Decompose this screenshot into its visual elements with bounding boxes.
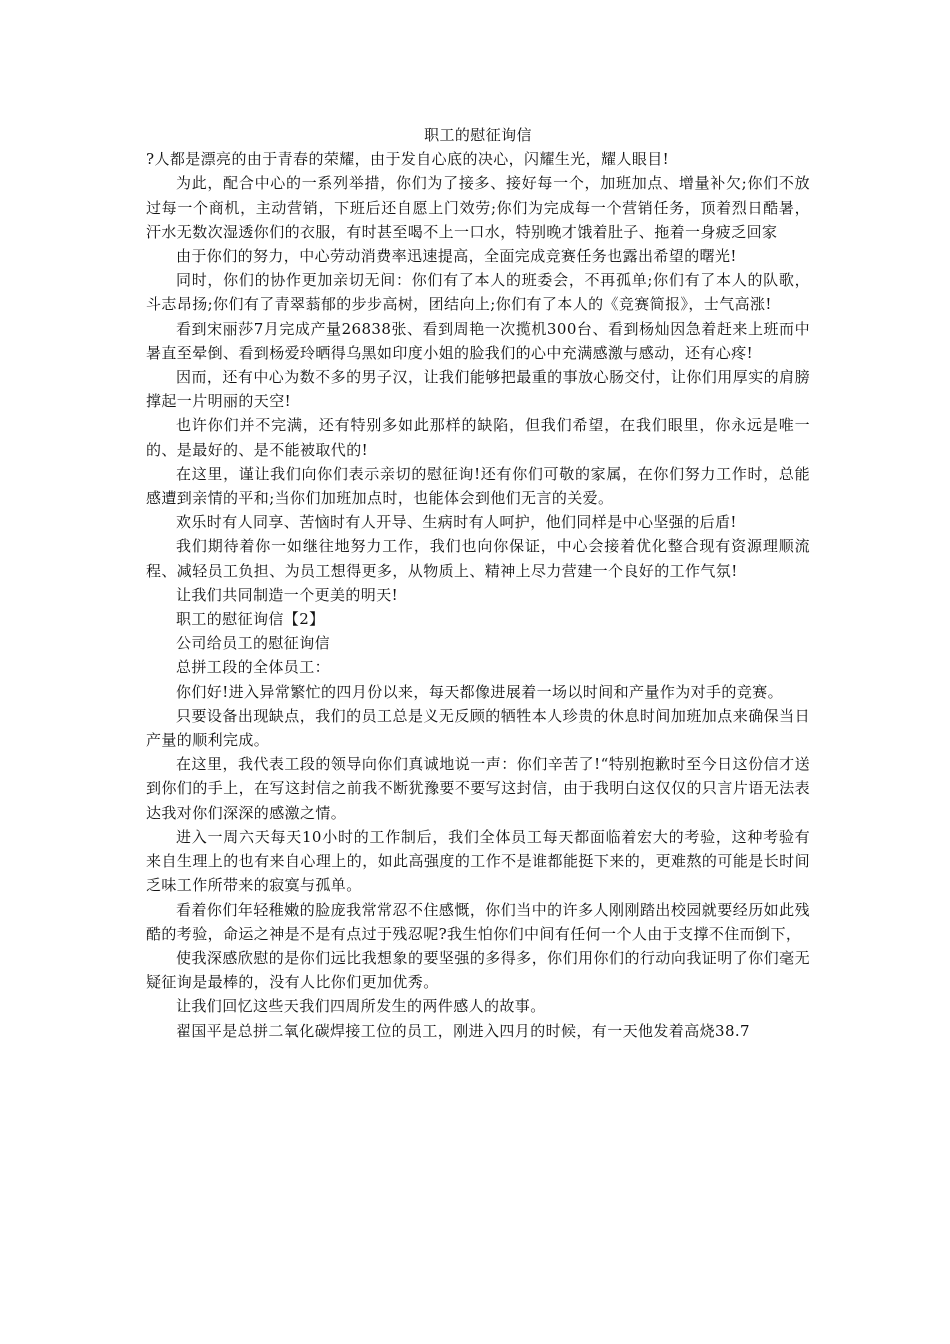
body-paragraph: 由于你们的努力，中心劳动消费率迅速提高，全面完成竞赛任务也露出希望的曙光!	[176, 247, 737, 266]
body-paragraph: 让我们共同制造一个更美的明天!	[176, 585, 399, 604]
body-paragraph: 我们期待着你一如继往地努力工作，我们也向你保证，中心会接着优化整合现有资源理顺流程、减轻员工负担、为员工想得更多，从物质上、精神上尽力营建一个良好的工作气氛!	[146, 537, 810, 580]
body-paragraph: 同时，你们的协作更加亲切无间：你们有了本人的班委会，不再孤单;你们有了本人的队歌，斗志昂扬;你们有了青翠蓊郁的步步高树，团结向上;你们有了本人的《竞赛简报》，士气高涨!	[146, 271, 810, 314]
body-paragraph: 进入一周六天每天10小时的工作制后，我们全体员工每天都面临着宏大的考验，这种考验有来自生理上的也有来自心理上的，如此高强度的工作不是谁都能挺下来的，更难熬的可能是长时间乏味工作所带来的寂寞与孤单。	[146, 827, 810, 895]
body-paragraph: 公司给员工的慰征询信	[176, 634, 331, 653]
body-paragraph: 看着你们年轻稚嫩的脸庞我常常忍不住感慨，你们当中的许多人刚刚踏出校园就要经历如此残酷的考验，命运之神是不是有点过于残忍呢?我生怕你们中间有任何一个人由于支撑不住而倒下，	[146, 900, 810, 943]
body-paragraph: 在这里，我代表工段的领导向你们真诚地说一声：你们辛苦了!“特别抱歉时至今日这份信才送到你们的手上，在写这封信之前我不断犹豫要不要写这封信，由于我明白这仅仅的只言片语无法表达我对你们深深的感激之情。	[146, 755, 810, 822]
body-paragraph: 因而，还有中心为数不多的男子汉，让我们能够把最重的事放心肠交付，让你们用厚实的肩膀撑起一片明丽的天空!	[146, 368, 810, 411]
document-page	[146, 123, 810, 1043]
body-paragraph: 在这里，谨让我们向你们表示亲切的慰征询!还有你们可敬的家属，在你们努力工作时，总能感遭到亲情的平和;当你们加班加点时，也能体会到他们无言的关爱。	[146, 464, 810, 508]
body-paragraph: 看到宋丽莎7月完成产量26838张、看到周艳一次揽机300台、看到杨灿因急着赶来上班而中暑直至晕倒、看到杨爱玲晒得乌黑如印度小姐的脸我们的心中充满感激与感动，还有心疼!	[146, 319, 810, 362]
body-paragraph: 职工的慰征询信【2】	[176, 610, 325, 629]
body-paragraph: 使我深感欣慰的是你们远比我想象的要坚强的多得多，你们用你们的行动向我证明了你们毫无疑征询是最棒的，没有人比你们更加优秀。	[146, 948, 810, 992]
body-paragraph: 让我们回忆这些天我们四周所发生的两件感人的故事。	[176, 997, 546, 1016]
body-paragraph: ?人都是漂亮的由于青春的荣耀，由于发自心底的决心，闪耀生光，耀人眼目!	[146, 150, 670, 169]
document-title: 职工的慰征询信	[424, 126, 532, 144]
body-paragraph: 为此，配合中心的一系列举措，你们为了接多、接好每一个，加班加点、增量补欠;你们不放过每一个商机，主动营销，下班后还自愿上门效劳;你们为完成每一个营销任务，顶着烈日酷暑，汗水无数次湿透你们的衣服，有时甚至喝不上一口水，特别晚才饿着肚子、拖着一身疲乏回家	[146, 174, 810, 241]
body-paragraph: 你们好!进入异常繁忙的四月份以来，每天都像进展着一场以时间和产量作为对手的竞赛。	[176, 682, 784, 701]
body-paragraph: 翟国平是总拼二氧化碳焊接工位的员工，刚进入四月的时候，有一天他发着高烧38.7	[176, 1021, 751, 1040]
body-paragraph: 总拼工段的全体员工：	[176, 658, 331, 677]
body-paragraph: 只要设备出现缺点，我们的员工总是义无反顾的牺牲本人珍贵的休息时间加班加点来确保当日产量的顺利完成。	[146, 706, 810, 750]
body-paragraph: 欢乐时有人同享、苦恼时有人开导、生病时有人呵护，他们同样是中心坚强的后盾!	[176, 513, 737, 532]
document-body	[146, 147, 810, 1043]
body-paragraph: 也许你们并不完满，还有特别多如此那样的缺陷，但我们希望，在我们眼里，你永远是唯一的、是最好的、是不能被取代的!	[146, 416, 810, 459]
